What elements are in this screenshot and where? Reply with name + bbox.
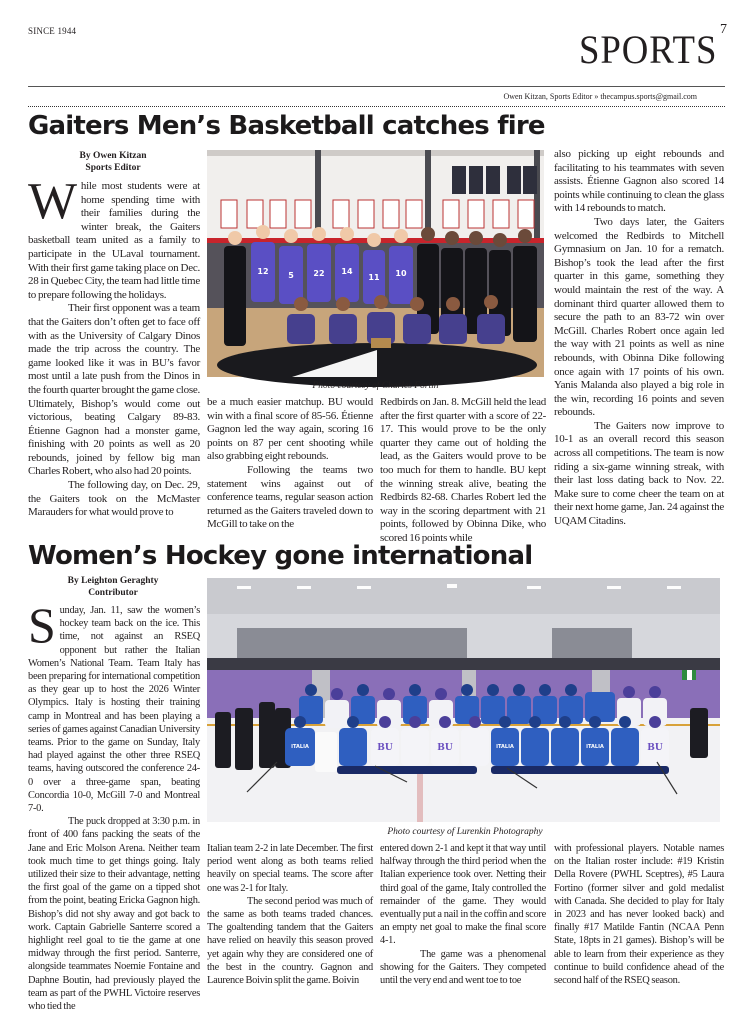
jersey-text: BU [437,743,453,753]
jersey-text: BU [647,743,663,753]
article1-paragraph: Following the teams two statement wins against out of conference teams, regular season action returned as the Gaiters traveled down to McGill to take on the [207,463,373,531]
article2-photo-caption: Photo courtesy of Lurenkin Photography [387,827,543,837]
article2-paragraph: entered down 2-1 and kept it that way until halfway through the third period when the Italian experience took over. Netting their third goal of the game, Italy controlled the remainder of the game. They would eventually put a nail in the coffin and score an empty net goal to make the final score 4-1. [380,843,546,947]
jersey-number: 5 [288,271,294,280]
article1-byline-name: By Owen Kitzan [79,151,147,161]
article2-paragraph-text: unday, Jan. 11, saw the women’s hockey team back on the ice. This time, not against an RSEQ opponent but rather the Italian Women’s National Team. Team Italy has been preparing for international competition as they gear up to host the 2026 Winter Olympics. Italy is hosting their training camp in Montreal and has been playing a series of games against Canadian University teams. Prior to the game on Sunday, Italy had played against the other three RSEQ teams, having outscored the conference 24-0 over a three-game span, beating Concordia 10-0, McGill 7-0 and Montreal 7-0. [28,605,200,815]
article2-paragraph: The second period was much of the same as both teams traded chances. The goaltending tandem that the Gaiters have relied on heavily this season proved yet again why they are considered one of the best in the country. Gagnon and Laurence Boivin split the game. Boivin [207,895,373,987]
article1-photo-caption: Photo courtesy of Charles Fortin [312,381,439,391]
article2-dropcap: S [28,597,56,653]
basketball-team-photo [207,150,544,377]
article2-paragraph: Italian team 2-2 in late December. The first period went along as both teams relied heavily on special teams. The score after one was 2-1 for Italy. [207,843,373,894]
article2-byline-name: By Leighton Geraghty [67,576,159,586]
article1-headline: Gaiters Men’s Basketball catches fire [28,111,545,141]
article1-paragraph: also picking up eight rebounds and facilitating to his teammates with seven assists. Étienne Gagnon also scored 14 points while continuing to clean the glass with 14 rebounds to match. [554,148,724,215]
article1-paragraph-text: hile most students were at home spending time with their families during the winter break, the Gaiters basketball team united as a family to participate in the ULaval tournament. With their first game taking place on Dec. 28 in Quebec City, the team had little time to prepare following the holidays. [28,180,200,301]
article2-byline-role: Contributor [88,588,138,598]
jersey-text: ITALIA [586,744,604,750]
article1-column-1 [28,173,200,536]
jersey-text: ITALIA [496,744,514,750]
article1-byline-role: Sports Editor [85,163,141,173]
header-dotted-rule [28,106,725,107]
article2-column-4 [554,842,724,1020]
article2-column-2 [207,842,373,1020]
header-rule [28,86,725,87]
jersey-number: 12 [257,267,269,276]
article2-paragraph: The game was a phenomenal showing for the Gaiters. They competed until the very end and went toe to toe [380,948,546,987]
jersey-number: 14 [341,267,353,276]
jersey-number: 10 [395,269,407,278]
article1-dropcap: W [28,173,77,230]
article1-column-3 [380,396,546,544]
article2-paragraph: with professional players. Notable names on the Italian roster include: #19 Kristin Della Rovere (PWHL Sceptres), #5 Laura Fortino (former silver and gold medalist with Canada. She decided to play for Italy in 2023 and has never looked back) and finally #17 Matilde Fantin (NCAA Penn State, 18pts in 21 games). Bishop’s will be able to learn from their experience as they continue to build confidence ahead of the second half of the RSEQ season. [554,843,724,987]
article2-column-1 [28,597,200,1020]
article2-paragraph: The puck dropped at 3:30 p.m. in front of 400 fans packing the seats of the Jane and Eric Molson Arena. Neither team took much time to get things going. Italy utilized their size to their advantage, netting the first goal of the game on a tipped shot from the point, beating Ericka Gagnon high. Bishop’s did not shy away and got back to work. Captain Gabrielle Santerre scored a highlight reel goal to tie the game at one midway through the first period. Santerre, alongside teammates Noemie Fontaine and Daphne Boutin, had previously played the team as part of the PWHL Victoire reserves who tied the [28,816,200,1013]
article1-paragraph [28,173,200,302]
jersey-text: ITALIA [291,744,309,750]
jersey-number: 22 [313,269,325,278]
article2-column-3 [380,842,546,1020]
article1-column-4 [554,148,724,536]
article2-paragraph [28,597,200,815]
article1-paragraph: be a much easier matchup. BU would win with a final score of 85-56. Étienne Gagnon led the way again, scoring 16 points on 87 per cent shooting while also grabbing eight rebounds. [207,396,373,463]
article1-paragraph: The Gaiters now improve to 10-1 as an overall record this season across all competitions. The team is now riding a six-game winning streak, with their last loss dating back to Nov. 22. Make sure to come cheer the team on at their next home game, Jan. 24 against the UQAM Citadins. [554,419,724,528]
jersey-number: 11 [368,273,380,282]
page-number: 7 [720,22,727,37]
article1-column-2 [207,396,373,536]
article1-paragraph: Two days later, the Gaiters welcomed the Redbirds to Mitchell Gymnasium on Jan. 10 for a rematch. Bishop’s took the lead after the first quarter in this game, something they would maintain the rest of the way. A dominant third quarter allowed them to secure the path to an 83-72 win over McGill. Charles Robert once again led the way with 21 points as well as nine rebounds, with Obinna Dike following once again with 17 points of his own. Yanis Malanda also played a big role in the win, recording 16 points and seven rebounds. [554,215,724,419]
since-label: SINCE 1944 [28,26,77,36]
hockey-team-photo [207,578,720,822]
jersey-text: BU [377,743,393,753]
editor-contact: Owen Kitzan, Sports Editor » thecampus.sports@gmail.com [503,92,697,101]
article1-byline [28,150,198,174]
article2-headline: Women’s Hockey gone international [28,541,533,571]
article1-paragraph: The following day, on Dec. 29, the Gaiters took on the McMaster Marauders for what would prove to [28,479,200,519]
section-title: SPORTS [578,27,717,72]
basketball-photo-svg [207,150,544,377]
article1-paragraph: Redbirds on Jan. 8. McGill held the lead after the first quarter with a score of 22-17. This would prove to be the only quarter they came out of holding the lead, as the Gaiters would prove to be too much for them to handle. BU kept the winning streak alive, beating the Redbirds 82-68. Charles Robert led the way in the scoring department with 21 points, followed by Obinna Dike, who scored 16 points while [380,396,546,544]
article2-byline [28,575,198,599]
article1-paragraph: Their first opponent was a team that the Gaiters don’t often get to face off with as the University of Calgary Dinos made the trip across the country. The game looked like it was in BU’s favor most until a late push from the Dinos in the fourth quarter brought the game close. Ultimately, Bishop’s would come out victorious, beating Calgary 89-83. Étienne Gagnon had a monster game, finishing with 20 points as well as 20 rebounds, joined by fellow big man Charles Robert, who also had 20 points. [28,302,200,478]
hockey-photo-svg [207,578,720,822]
